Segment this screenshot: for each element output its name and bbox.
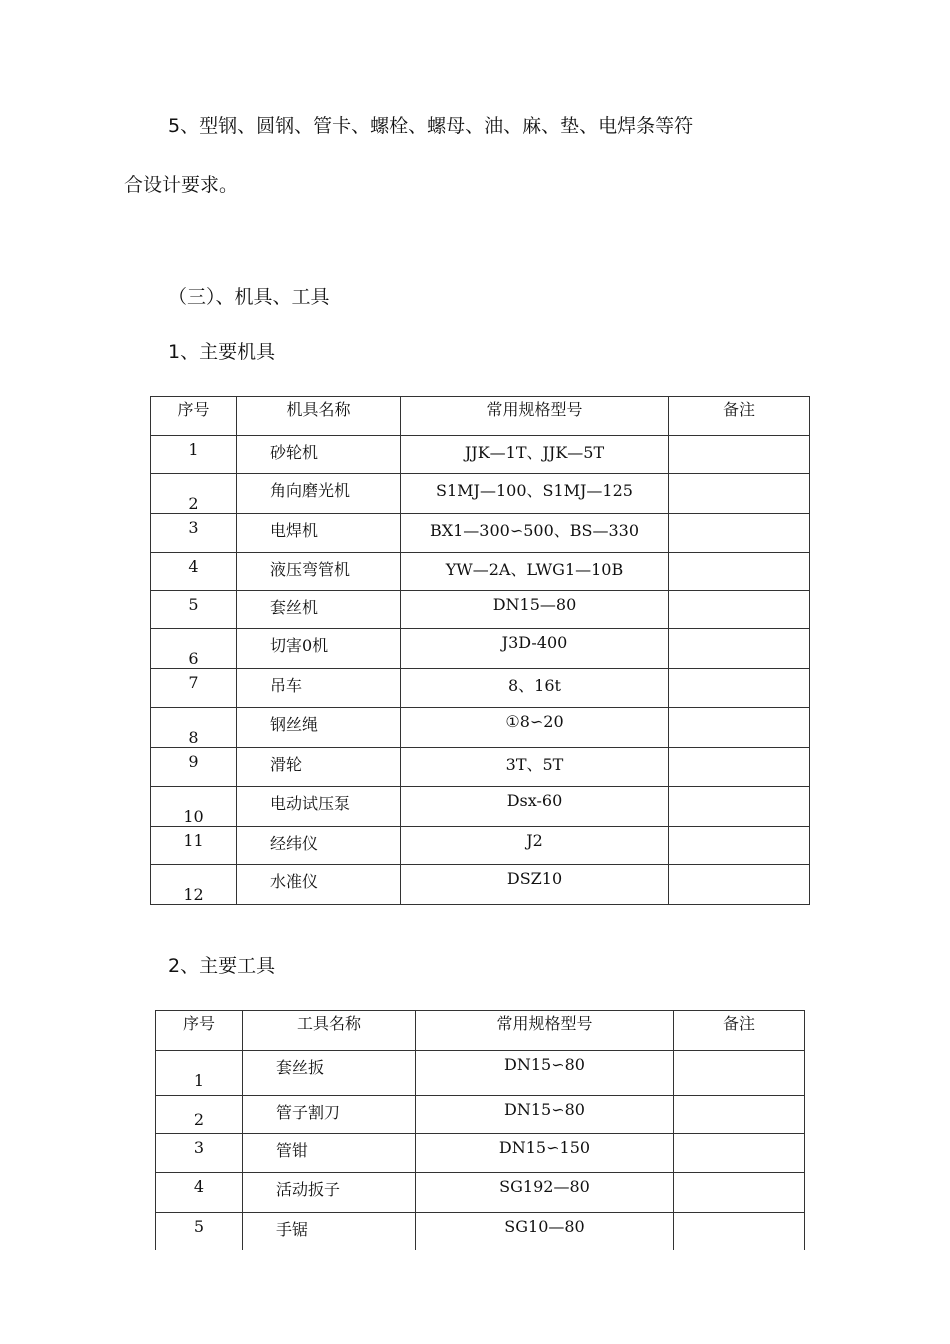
- machines-table: [150, 396, 810, 905]
- row-seq: 4: [188, 557, 199, 576]
- row-spec: 8、16t: [508, 676, 561, 695]
- table-row: [151, 827, 810, 865]
- row-seq: 2: [193, 1110, 205, 1129]
- row-name: 钢丝绳: [270, 715, 319, 734]
- machines-subheading: 1、主要机具: [168, 341, 276, 363]
- table-row: [151, 591, 810, 629]
- table-row: [156, 1051, 805, 1096]
- row-seq: 12: [183, 885, 204, 904]
- row-spec: DN15∽80: [504, 1055, 585, 1074]
- col-header-note: 备注: [674, 1011, 805, 1051]
- col-header-machine-name: 机具名称: [237, 397, 401, 436]
- tools-subheading: 2、主要工具: [168, 955, 276, 977]
- col-header-seq: 序号: [151, 397, 237, 436]
- row-spec: DN15∽80: [504, 1100, 585, 1119]
- row-note: [669, 827, 809, 831]
- row-name: 电动试压泵: [270, 794, 351, 813]
- row-seq: 5: [193, 1217, 205, 1236]
- row-seq: 8: [188, 728, 199, 747]
- tools-table-wrapper: [155, 1010, 805, 1250]
- row-note: [669, 629, 809, 633]
- row-note: [669, 591, 809, 595]
- table-row: [151, 787, 810, 827]
- row-seq: 11: [183, 831, 204, 850]
- row-spec: SG10—80: [504, 1217, 585, 1236]
- row-name: 手锯: [276, 1220, 309, 1239]
- row-seq: 3: [193, 1138, 205, 1157]
- row-spec: J3D-400: [501, 633, 568, 652]
- row-name: 滑轮: [270, 755, 303, 774]
- table-row: [151, 748, 810, 787]
- row-spec: 3T、5T: [505, 755, 564, 774]
- row-spec: YW—2A、LWG1—10B: [445, 560, 624, 579]
- row-seq: 1: [188, 440, 199, 459]
- row-name: 活动扳子: [276, 1180, 341, 1199]
- row-note: [674, 1096, 804, 1100]
- table-row: [151, 629, 810, 669]
- row-note: [669, 514, 809, 518]
- row-seq: 6: [188, 649, 199, 668]
- col-header-note: 备注: [669, 397, 810, 436]
- row-spec: DSZ10: [506, 869, 563, 888]
- row-note: [674, 1213, 804, 1217]
- tools-table: [155, 1010, 805, 1250]
- row-note: [674, 1173, 804, 1177]
- row-note: [669, 748, 809, 752]
- row-seq: 3: [188, 518, 199, 537]
- table-row: [156, 1134, 805, 1173]
- col-header-spec: 常用规格型号: [416, 1011, 674, 1051]
- row-spec: BX1—300∽500、BS—330: [429, 521, 640, 540]
- row-spec: ①8∽20: [505, 712, 564, 731]
- row-spec: J2: [526, 831, 543, 850]
- row-note: [669, 787, 809, 791]
- row-name: 切害0机: [270, 636, 329, 655]
- row-seq: 4: [193, 1177, 205, 1196]
- row-note: [669, 708, 809, 712]
- row-note: [669, 436, 809, 440]
- row-note: [669, 865, 809, 869]
- row-note: [669, 553, 809, 557]
- row-note: [674, 1134, 804, 1138]
- row-seq: 1: [193, 1071, 205, 1090]
- table-row: [151, 553, 810, 591]
- table-row: [156, 1096, 805, 1134]
- row-note: [669, 474, 809, 478]
- col-header-tool-name: 工具名称: [243, 1011, 416, 1051]
- row-name: 套丝机: [270, 598, 319, 617]
- section-heading-tools: （三）、机具、工具: [168, 286, 330, 308]
- col-header-spec: 常用规格型号: [401, 397, 669, 436]
- row-spec: DN15—80: [492, 595, 577, 614]
- row-spec: Dsx-60: [506, 791, 563, 810]
- row-note: [669, 669, 809, 673]
- table-row: [151, 708, 810, 748]
- row-name: 角向磨光机: [270, 481, 351, 500]
- table-row: [151, 669, 810, 708]
- row-seq: 7: [188, 673, 199, 692]
- row-name: 水准仪: [270, 872, 319, 891]
- row-name: 管子割刀: [276, 1103, 341, 1122]
- row-name: 经纬仪: [270, 834, 319, 853]
- row-seq: 5: [188, 595, 199, 614]
- col-header-seq: 序号: [156, 1011, 243, 1051]
- row-seq: 10: [183, 807, 204, 826]
- table-row: [151, 865, 810, 905]
- row-seq: 2: [188, 494, 199, 513]
- row-spec: JJK—1T、JJK—5T: [464, 443, 605, 462]
- row-spec: DN15∽150: [498, 1138, 591, 1157]
- row-name: 电焊机: [270, 521, 319, 540]
- row-spec: SG192—80: [499, 1177, 590, 1196]
- table-row: [156, 1213, 805, 1251]
- row-spec: S1MJ—100、S1MJ—125: [436, 481, 633, 500]
- row-name: 管钳: [276, 1141, 309, 1160]
- row-name: 套丝扳: [276, 1058, 325, 1077]
- paragraph-item-5-line1: 5、型钢、圆钢、管卡、螺栓、螺母、油、麻、垫、电焊条等符: [168, 115, 694, 137]
- row-seq: 9: [188, 752, 199, 771]
- table-row: [151, 436, 810, 474]
- row-name: 砂轮机: [270, 443, 319, 462]
- row-note: [674, 1051, 804, 1055]
- table-row: [151, 474, 810, 514]
- table-row: [151, 514, 810, 553]
- row-name: 吊车: [270, 676, 303, 695]
- tools-table-header: [156, 1011, 805, 1051]
- row-name: 液压弯管机: [270, 560, 351, 579]
- paragraph-item-5-line2: 合设计要求。: [124, 174, 239, 196]
- table-row: [156, 1173, 805, 1213]
- machines-table-header: [151, 397, 810, 436]
